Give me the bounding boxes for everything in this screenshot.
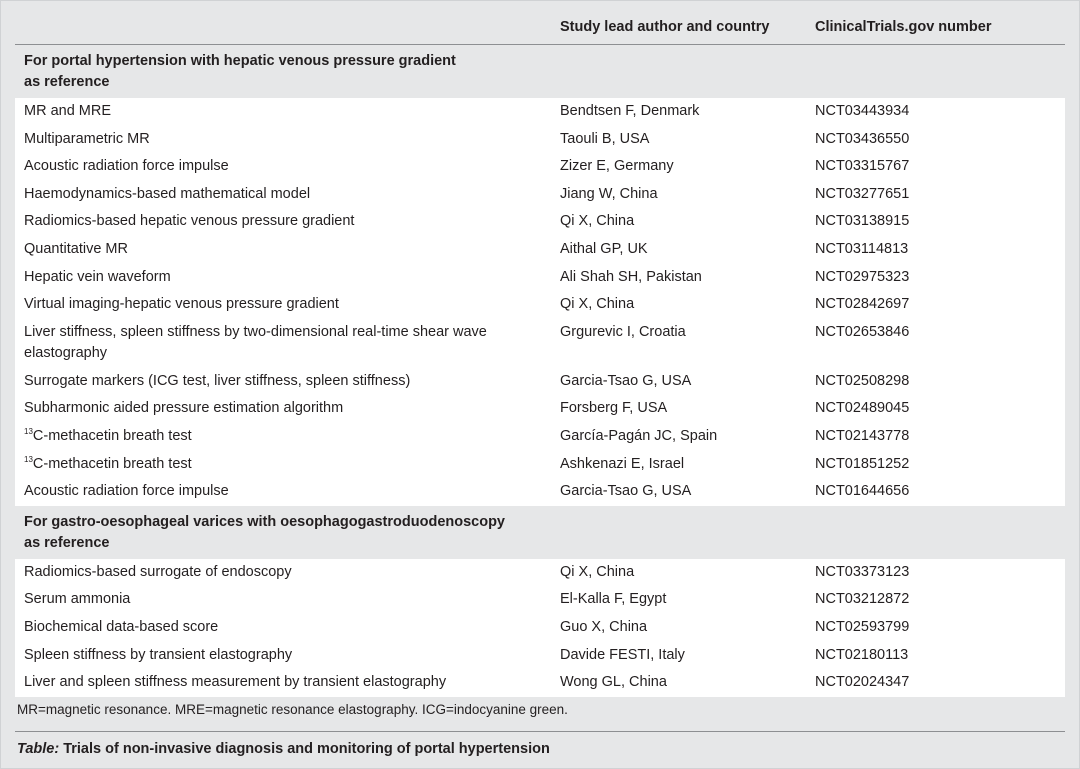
author-cell: Qi X, China: [560, 296, 635, 313]
table-header-row: [15, 1, 1065, 45]
measure-cell: Virtual imaging-hepatic venous pressure gradient: [24, 296, 339, 313]
table-row: [15, 291, 1065, 319]
measure-cell: [15, 426, 560, 447]
header-author-cell: Study lead author and country: [560, 19, 770, 35]
author-cell: Jiang W, China: [560, 185, 658, 202]
caption-lead: Table:: [17, 741, 60, 757]
measure-cell: Spleen stiffness by transient elastography: [24, 646, 293, 663]
trial-number-cell: NCT03138915: [815, 213, 910, 230]
table-row: [15, 478, 1065, 506]
measure-cell: MR and MRE: [24, 103, 112, 119]
trial-number-cell: NCT02143778: [815, 427, 910, 444]
header-number-cell: ClinicalTrials.gov number: [815, 19, 992, 35]
author-cell: Guo X, China: [560, 618, 648, 635]
measure-line: Liver stiffness, spleen stiffness by two-dimensional real-time shear wave: [24, 323, 487, 340]
author-cell: Forsberg F, USA: [560, 400, 668, 417]
section-title-line: For portal hypertension with hepatic venous pressure gradient: [24, 53, 456, 69]
measure-line: elastography: [24, 344, 108, 361]
trial-number-cell: NCT03277651: [815, 185, 910, 202]
table-row: [15, 264, 1065, 292]
measure-cell: Serum ammonia: [24, 591, 131, 608]
author-cell: Taouli B, USA: [560, 130, 650, 147]
isotope-superscript: 13: [24, 454, 33, 464]
table-row: [15, 98, 1065, 126]
table-caption: [17, 739, 550, 759]
table-row: [15, 153, 1065, 181]
caption-text: Trials of non-invasive diagnosis and monitoring of portal hypertension: [63, 741, 550, 757]
measure-cell: Haemodynamics-based mathematical model: [24, 185, 311, 202]
table-row: [15, 208, 1065, 236]
measure-cell: Liver and spleen stiffness measurement by transient elastography: [24, 674, 447, 691]
author-cell: Aithal GP, UK: [560, 240, 648, 257]
author-cell: Qi X, China: [560, 563, 635, 580]
section-heading-varices: [15, 506, 1065, 559]
trial-number-cell: NCT02180113: [815, 646, 909, 663]
trial-number-cell: NCT01851252: [815, 455, 910, 472]
measure-cell: Biochemical data-based score: [24, 618, 219, 635]
trial-number-cell: NCT02593799: [815, 618, 910, 635]
author-cell: Qi X, China: [560, 213, 635, 230]
author-cell: El-Kalla F, Egypt: [560, 591, 667, 608]
trial-number-cell: NCT02653846: [815, 323, 910, 340]
section-title-line: as reference: [24, 534, 110, 551]
author-cell: García-Pagán JC, Spain: [560, 427, 718, 444]
caption-divider: [15, 731, 1065, 732]
section-1-rows: [15, 98, 1065, 506]
trial-number-cell: NCT02508298: [815, 372, 910, 389]
author-cell: Zizer E, Germany: [560, 158, 674, 175]
table-row: [15, 642, 1065, 670]
measure-text: C-methacetin breath test: [32, 427, 192, 444]
measure-cell: Surrogate markers (ICG test, liver stiffness, spleen stiffness): [24, 372, 411, 389]
author-cell: Davide FESTI, Italy: [560, 646, 685, 663]
measure-cell: Acoustic radiation force impulse: [24, 483, 229, 500]
author-cell: Bendtsen F, Denmark: [560, 103, 700, 119]
table-row: [15, 669, 1065, 697]
table-row: [15, 451, 1065, 479]
measure-cell: Subharmonic aided pressure estimation algorithm: [24, 400, 344, 417]
measure-cell: Multiparametric MR: [24, 130, 150, 147]
author-cell: Grgurevic I, Croatia: [560, 323, 686, 340]
table-row: [15, 181, 1065, 209]
table-row: [15, 423, 1065, 451]
trial-number-cell: NCT02489045: [815, 400, 910, 417]
trial-number-cell: NCT02842697: [815, 296, 910, 313]
isotope-superscript: 13: [24, 426, 33, 436]
author-cell: Garcia-Tsao G, USA: [560, 372, 692, 389]
author-cell: Garcia-Tsao G, USA: [560, 483, 692, 500]
section-title-line: as reference: [24, 74, 110, 90]
trial-number-cell: NCT03436550: [815, 130, 910, 147]
table-row: [15, 319, 1065, 368]
section-heading-portal-hypertension: [15, 45, 1065, 98]
trial-number-cell: NCT03373123: [815, 563, 910, 580]
author-cell: Ashkenazi E, Israel: [560, 455, 685, 472]
table-row: [15, 395, 1065, 423]
author-cell: Ali Shah SH, Pakistan: [560, 268, 702, 285]
author-cell: Wong GL, China: [560, 674, 667, 691]
table-row: [15, 368, 1065, 396]
measure-cell: Acoustic radiation force impulse: [24, 158, 229, 175]
measure-cell: Radiomics-based surrogate of endoscopy: [24, 563, 292, 580]
table-footnote: MR=magnetic resonance. MRE=magnetic resonance elastography. ICG=indocyanine green.: [17, 702, 568, 717]
trial-number-cell: NCT01644656: [815, 483, 910, 500]
trials-table: [15, 1, 1065, 697]
measure-cell: Radiomics-based hepatic venous pressure gradient: [24, 213, 355, 230]
measure-cell: [15, 322, 560, 364]
table-row: [15, 559, 1065, 587]
trial-number-cell: NCT03315767: [815, 158, 910, 175]
trial-number-cell: NCT03443934: [815, 103, 910, 119]
measure-cell: Hepatic vein waveform: [24, 268, 171, 285]
table-row: [15, 126, 1065, 154]
measure-text: C-methacetin breath test: [32, 455, 192, 472]
table-row: [15, 586, 1065, 614]
table-row: [15, 236, 1065, 264]
trial-number-cell: NCT02024347: [815, 674, 910, 691]
measure-cell: [15, 454, 560, 475]
measure-cell: Quantitative MR: [24, 240, 128, 257]
trial-number-cell: NCT02975323: [815, 268, 910, 285]
trial-number-cell: NCT03212872: [815, 591, 910, 608]
section-2-rows: [15, 559, 1065, 697]
table-row: [15, 614, 1065, 642]
trial-number-cell: NCT03114813: [815, 240, 909, 257]
section-title-line: For gastro-oesophageal varices with oesophagogastroduodenoscopy: [24, 513, 505, 530]
